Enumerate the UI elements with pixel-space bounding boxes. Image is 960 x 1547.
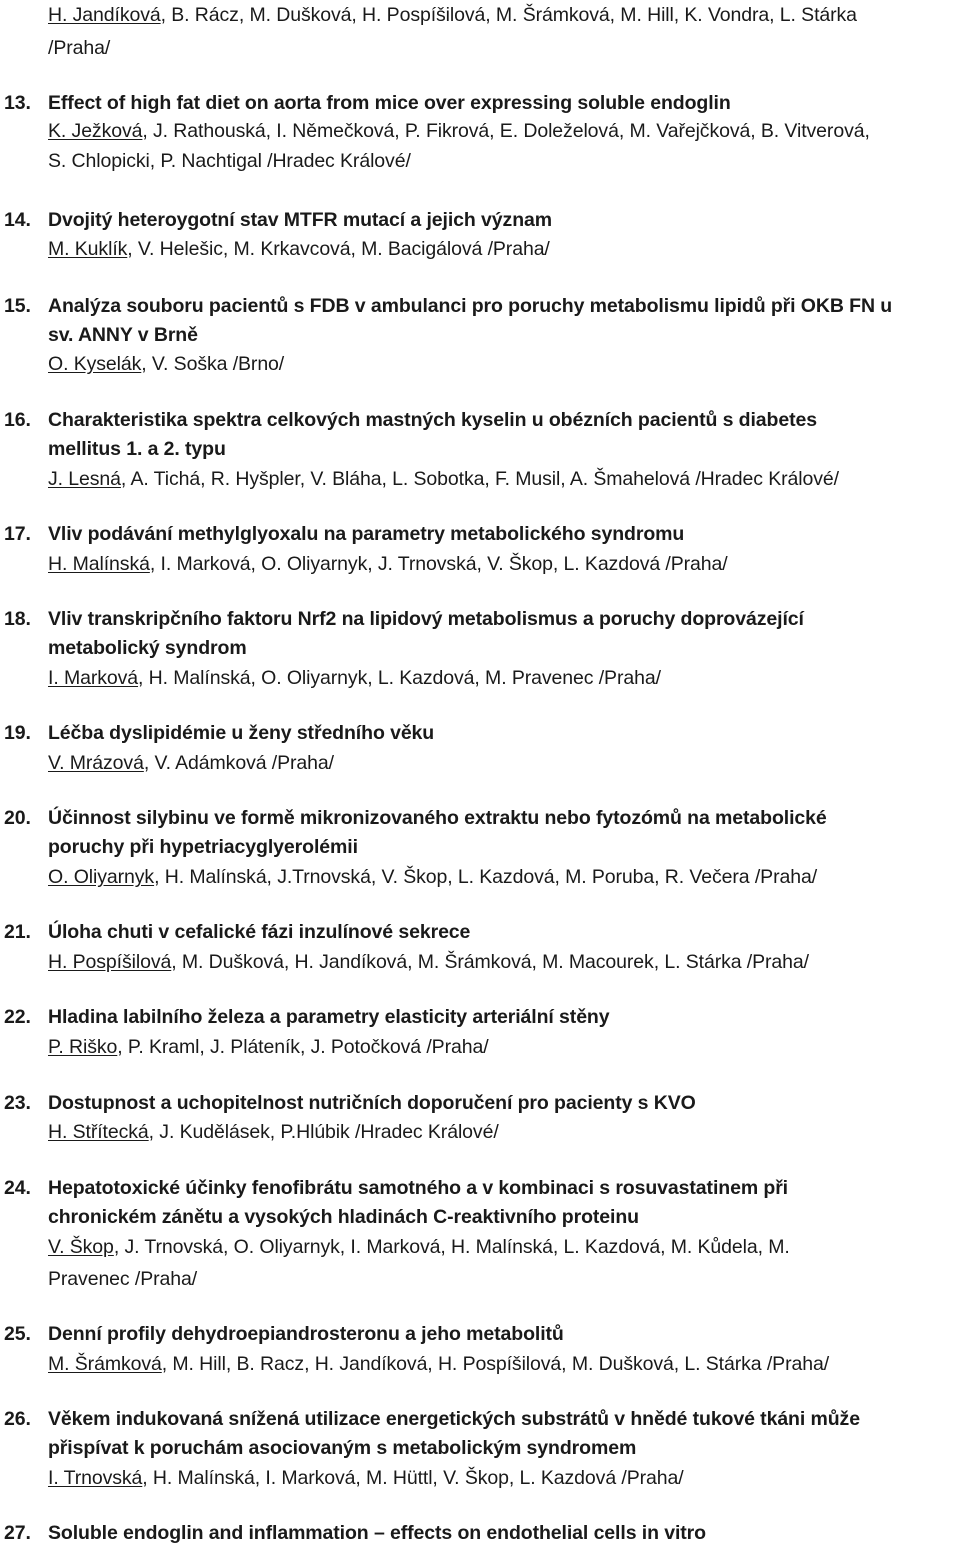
item-number: 23.	[4, 1092, 31, 1114]
abstract-title: 17. Vliv podávání methylglyoxalu na parametry metabolického syndromu	[4, 523, 685, 545]
abstract-title: 25. Denní profily dehydroepiandrosteronu a jeho metabolitů	[4, 1323, 564, 1345]
item-number: 19.	[4, 722, 31, 744]
authors-line	[48, 665, 952, 691]
first-author: H. Střítecká	[48, 1121, 149, 1143]
abstract-title: 23. Dostupnost a uchopitelnost nutričních doporučení pro pacienty s KVO	[4, 1092, 696, 1114]
item-number: 25.	[4, 1323, 31, 1345]
co-authors: , V. Helešic, M. Krkavcová, M. Bacigálová /Praha/	[127, 238, 550, 260]
authors-line	[48, 236, 952, 262]
co-authors: , V. Soška /Brno/	[141, 353, 285, 375]
co-authors: , H. Malínská, I. Marková, M. Hüttl, V. Škop, L. Kazdová /Praha/	[142, 1467, 684, 1489]
first-author: H. Pospíšilová	[48, 951, 172, 973]
abstract-title-line-2: chronickém zánětu a vysokých hladinách C-reaktivního proteinu	[48, 1206, 639, 1228]
abstract-title: 14. Dvojitý heteroygotní stav MTFR mutací a jejich význam	[4, 209, 552, 231]
item-number: 27.	[4, 1522, 31, 1544]
item-number: 14.	[4, 209, 31, 231]
authors-line	[48, 1119, 952, 1145]
abstract-title: 21. Úloha chuti v cefalické fázi inzulínové sekrece	[4, 921, 471, 943]
abstract-title: 26. Věkem indukovaná snížená utilizace energetických substrátů v hnědé tukové tkáni může	[4, 1408, 860, 1430]
item-number: 26.	[4, 1408, 31, 1430]
abstract-title: 13. Effect of high fat diet on aorta from mice over expressing soluble endoglin	[4, 92, 731, 114]
authors-line	[48, 1351, 952, 1377]
authors-line	[48, 466, 952, 492]
first-author: K. Ježková	[48, 120, 143, 142]
item-number: 17.	[4, 523, 31, 545]
authors-line	[48, 949, 952, 975]
abstract-title: 22. Hladina labilního železa a parametry elasticity arteriální stěny	[4, 1006, 610, 1028]
abstract-title: 16. Charakteristika spektra celkových mastných kyselin u obézních pacientů s diabetes	[4, 409, 817, 431]
co-authors: , J. Trnovská, O. Oliyarnyk, I. Marková, H. Malínská, L. Kazdová, M. Kůdela, M.	[113, 1236, 790, 1258]
co-authors: , J. Rathouská, I. Němečková, P. Fikrová, E. Doleželová, M. Vařejčková, B. Vitverová,	[142, 120, 870, 142]
co-authors: , M. Dušková, H. Jandíková, M. Šrámková, M. Macourek, L. Stárka /Praha/	[171, 951, 809, 973]
item-number: 21.	[4, 921, 31, 943]
authors-line	[48, 750, 952, 776]
first-author: M. Kuklík	[48, 238, 128, 260]
authors-line	[48, 864, 952, 890]
item-number: 20.	[4, 807, 31, 829]
item-number: 16.	[4, 409, 31, 431]
abstract-title: 27. Soluble endoglin and inflammation – effects on endothelial cells in vitro	[4, 1522, 706, 1544]
first-author: I. Marková	[48, 667, 139, 689]
authors-line-2: S. Chlopicki, P. Nachtigal /Hradec Králové/	[48, 150, 411, 172]
authors-line	[48, 2, 952, 28]
co-authors: , B. Rácz, M. Dušková, H. Pospíšilová, M. Šrámková, M. Hill, K. Vondra, L. Stárka	[160, 4, 857, 26]
authors-line	[48, 118, 952, 144]
abstract-title-line-2: poruchy při hypetriacyglyerolémii	[48, 836, 358, 858]
abstract-title: 20. Účinnost silybinu ve formě mikronizovaného extraktu nebo fytozómů na metabolické	[4, 807, 827, 829]
first-author: M. Šrámková	[48, 1353, 162, 1375]
co-authors: , V. Adámková /Praha/	[143, 752, 334, 774]
abstract-title: 15. Analýza souboru pacientů s FDB v ambulanci pro poruchy metabolismu lipidů při OKB FN u	[4, 295, 893, 317]
first-author: J. Lesná	[48, 468, 121, 490]
abstract-title: 24. Hepatotoxické účinky fenofibrátu samotného a v kombinaci s rosuvastatinem při	[4, 1177, 788, 1199]
co-authors: , A. Tichá, R. Hyšpler, V. Bláha, L. Sobotka, F. Musil, A. Šmahelová /Hradec Králové/	[120, 468, 839, 490]
co-authors: , J. Kudělásek, P.Hlúbik /Hradec Králové/	[148, 1121, 499, 1143]
abstract-title-line-2: přispívat k poruchám asociovaným s metabolickým syndromem	[48, 1437, 637, 1459]
first-author: V. Mrázová	[48, 752, 144, 774]
co-authors: , P. Kraml, J. Pláteník, J. Potočková /Praha/	[117, 1036, 489, 1058]
co-authors: , H. Malínská, J.Trnovská, V. Škop, L. Kazdová, M. Poruba, R. Večera /Praha/	[154, 866, 818, 888]
authors-line	[48, 1034, 952, 1060]
authors-line-2: /Praha/	[48, 37, 111, 59]
item-number: 24.	[4, 1177, 31, 1199]
item-number: 22.	[4, 1006, 31, 1028]
first-author: P. Riško	[48, 1036, 118, 1058]
co-authors: , H. Malínská, O. Oliyarnyk, L. Kazdová, M. Pravenec /Praha/	[138, 667, 661, 689]
authors-line	[48, 1465, 952, 1491]
authors-line	[48, 1234, 952, 1260]
authors-line-2: Pravenec /Praha/	[48, 1268, 198, 1290]
first-author: H. Jandíková	[48, 4, 161, 26]
first-author: O. Oliyarnyk	[48, 866, 155, 888]
first-author: V. Škop	[48, 1236, 114, 1258]
first-author: I. Trnovská	[48, 1467, 143, 1489]
first-author: O. Kyselák	[48, 353, 142, 375]
authors-line	[48, 551, 952, 577]
abstract-title: 19. Léčba dyslipidémie u ženy středního věku	[4, 722, 435, 744]
abstract-title: 18. Vliv transkripčního faktoru Nrf2 na lipidový metabolismus a poruchy doprovázející	[4, 608, 804, 630]
abstract-title-line-2: metabolický syndrom	[48, 637, 247, 659]
abstract-title-line-2: sv. ANNY v Brně	[48, 324, 198, 346]
abstract-title-line-2: mellitus 1. a 2. typu	[48, 438, 226, 460]
co-authors: , I. Marková, O. Oliyarnyk, J. Trnovská, V. Škop, L. Kazdová /Praha/	[149, 553, 728, 575]
first-author: H. Malínská	[48, 553, 150, 575]
co-authors: , M. Hill, B. Racz, H. Jandíková, H. Pospíšilová, M. Dušková, L. Stárka /Praha/	[161, 1353, 830, 1375]
item-number: 18.	[4, 608, 31, 630]
authors-line	[48, 351, 952, 377]
item-number: 13.	[4, 92, 31, 114]
item-number: 15.	[4, 295, 31, 317]
